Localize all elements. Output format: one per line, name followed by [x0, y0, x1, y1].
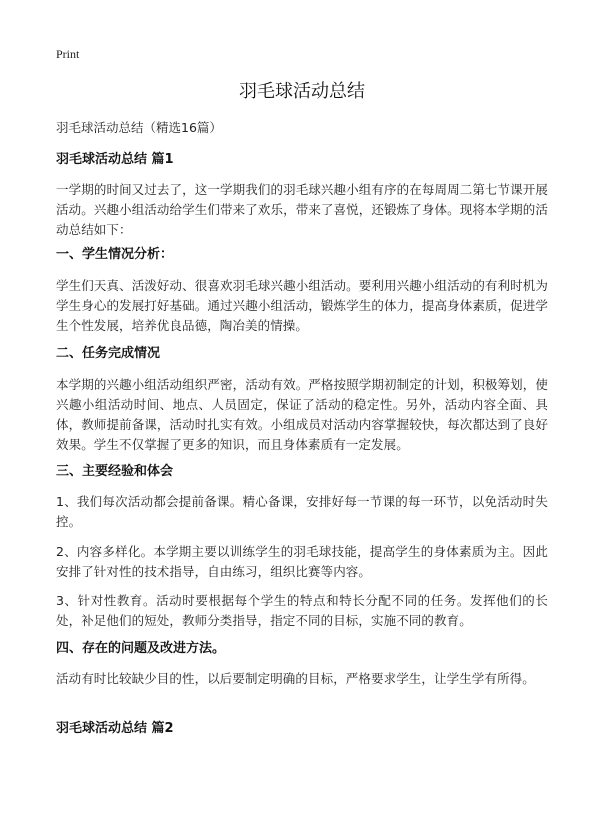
article-heading-1: 羽毛球活动总结 篇1: [56, 152, 174, 167]
section-3-paragraph-2: 2、内容多样化。本学期主要以训练学生的羽毛球技能，提高学生的身体素质为主。因此安排了针对性的技术指导，自由练习，组织比赛等内容。: [56, 544, 548, 579]
document-subtitle: 羽毛球活动总结（精选16篇）: [56, 120, 222, 135]
section-3-paragraph-3: 3、针对性教育。活动时要根据每个学生的特点和特长分配不同的任务。发挥他们的长处，补足他们的短处，教师分类指导，指定不同的目标，实施不同的教育。: [56, 593, 548, 628]
section-1-paragraph: 学生们天真、活泼好动、很喜欢羽毛球兴趣小组活动。要利用兴趣小组活动的有利时机为学生身心的发展打好基础。通过兴趣小组活动，锻炼学生的体力，提高身体素质，促进学生个性发展，培养优良品德，陶冶美的情操。: [56, 278, 548, 333]
document-title: 羽毛球活动总结: [239, 81, 365, 102]
intro-paragraph: 一学期的时间又过去了，这一学期我们的羽毛球兴趣小组有序的在每周周二第七节课开展活动。兴趣小组活动给学生们带来了欢乐，带来了喜悦，还锻炼了身体。现将本学期的活动总结如下：: [56, 182, 548, 237]
section-3-paragraph-1: 1、我们每次活动都会提前备课。精心备课，安排好每一节课的每一环节，以免活动时失控。: [56, 494, 548, 529]
section-heading-3: 三、主要经验和体会: [56, 464, 174, 479]
print-link[interactable]: Print: [56, 47, 80, 61]
section-heading-1: 一、学生情况分析：: [56, 247, 174, 262]
article-heading-2: 羽毛球活动总结 篇2: [56, 721, 174, 736]
section-2-paragraph: 本学期的兴趣小组活动组织严密，活动有效。严格按照学期初制定的计划，积极筹划，使兴趣小组活动时间、地点、人员固定，保证了活动的稳定性。另外，活动内容全面、具体，教师提前备课，活动时扎实有效。小组成员对活动内容掌握较快，每次都达到了良好效果。学生不仅掌握了更多的知识，而且身体素质有一定发展。: [56, 377, 548, 452]
section-heading-4: 四、存在的问题及改进方法。: [56, 641, 226, 656]
section-4-paragraph: 活动有时比较缺少目的性，以后要制定明确的目标，严格要求学生，让学生学有所得。: [56, 671, 535, 686]
section-heading-2: 二、任务完成情况: [56, 346, 161, 361]
